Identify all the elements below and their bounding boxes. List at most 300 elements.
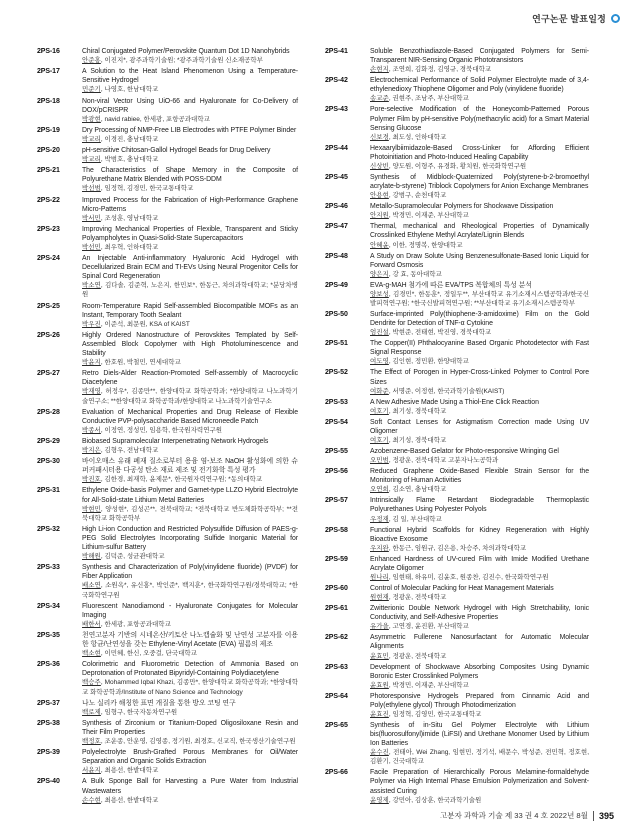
coauthors-affiliations: , 김인현, 정민환, 한양대학교 (388, 358, 469, 366)
presenting-author: 박우진 (82, 320, 101, 328)
entry-authors (82, 649, 298, 658)
program-entry (325, 339, 589, 366)
entry-code: 2PS-28 (37, 408, 60, 416)
entry-title: Control of Molecular Packing for Heat Management Materials (370, 584, 554, 592)
presenting-author: 윤수진 (370, 749, 389, 757)
entry-title: Dry Processing of NMP-Free LIB Electrodes with PTFE Polymer Binder (82, 126, 297, 134)
entry-code: 2PS-20 (37, 147, 60, 154)
coauthors-affiliations: , 한호원, 박철민, 연세대학교 (100, 359, 181, 367)
program-entry (37, 254, 298, 299)
entry-code: 2PS-56 (325, 468, 348, 476)
coauthors-affiliations: , 강 효, 동아대학교 (388, 270, 442, 278)
entry-body (370, 721, 589, 766)
entry-body (82, 408, 298, 435)
coauthors-affiliations: , 허정우*, 김종만**, 한양대학교 화학공학과; *한양대학교 나노과학기술연구소; **한양대학교 화학공학과/한양대학교 나노과학기술연구소 (82, 388, 298, 405)
entry-body (82, 331, 298, 367)
entry-code: 2PS-24 (37, 255, 60, 263)
entry-body (82, 563, 298, 599)
entry-body (82, 631, 298, 658)
entry-body (370, 633, 589, 660)
entry-authors (82, 678, 298, 696)
program-entry (37, 97, 298, 124)
presenting-author: 안혜윤 (370, 241, 389, 249)
entry-title: Ethylene Oxide-basis Polymer and Garnet-type LLZO Hybrid Electrolyte for All-Solid-state Lithium Metal Batteries (82, 487, 298, 504)
entry-title: Synthesis and Characterization of Poly(vinylidene fluoride) (PVDF) for Fiber Application (82, 564, 298, 581)
coauthors-affiliations: , 이정연, 정성민, 임용학, 한국원자력연구원 (100, 426, 223, 434)
entry-body (82, 699, 298, 717)
entry-body (370, 447, 589, 465)
coauthors-affiliations: , 김한경, 최재학, 윤제문*, 한국원자력연구원; *동의대학교 (100, 476, 263, 484)
presenting-author: 박지은 (82, 447, 101, 455)
entry-code: 2PS-66 (325, 769, 348, 777)
coauthors-affiliations: , 박경민, 이재준, 부산대학교 (388, 212, 469, 220)
entry-body (370, 339, 589, 366)
entry-body (370, 310, 589, 337)
program-entry (325, 144, 589, 171)
entry-title: High Li-ion Conduction and Restricted Polysulfide Diffusion of PAES-g-PEG Solid Electrolytes Incorporating Sulfide Inorganic Material for Lithium-sulfur Battery (82, 525, 298, 552)
entry-title: Synthesis of in-Situ Gel Polymer Electrolyte with Lithium bis(fluorosulfonyl)imide (LiFSI) and Urethane Monomer Used by Lithium Ion Batteries (370, 721, 589, 748)
entry-body (82, 777, 298, 804)
entry-body (82, 457, 298, 484)
entry-authors (370, 485, 589, 494)
program-entry (37, 146, 298, 164)
entry-authors (370, 270, 589, 279)
entry-body (370, 604, 589, 631)
entry-title: Polyelectrolyte Brush-Grafted Porous Membranes for Oil/Water Separation and Organic Solids Extraction (82, 749, 298, 766)
coauthors-affiliations: , 정광운, 전북대학교 (388, 652, 447, 660)
coauthors-affiliations: , 양성현*, 김성곤**, 전북대학교; *전북대학교 반도체화학공학부; **전북대학교 화학공학부 (82, 505, 298, 522)
entry-title: The Effect of Porogen in Hyper-Cross-Linked Polymer to Control Pore Sizes (370, 369, 589, 386)
entry-body (370, 496, 589, 523)
entry-body (370, 663, 589, 690)
program-entry (325, 721, 589, 766)
entry-title: Asymmetric Fullerene Nanosurfactant for Automatic Molecular Alignments (370, 634, 589, 651)
entry-authors (82, 56, 298, 65)
entry-authors (370, 593, 589, 602)
program-entry (325, 418, 589, 445)
coauthors-affiliations: , 김다솔, 김준혁, 노은지, 한민보*, 한동근, 차의과학대학교; *분당차병원 (82, 282, 298, 299)
program-entry (37, 457, 298, 484)
program-entry (325, 202, 589, 220)
entry-authors (370, 328, 589, 337)
coauthors-affiliations: , 임현태, 하유미, 김윤호, 원종찬, 김진수, 한국화학연구원 (388, 573, 549, 581)
entry-title: Evaluation of Mechanical Properties and Drug Release of Flexible Conductive PVP-polysaccharide Based Microneedle Patch (82, 408, 298, 425)
entry-code: 2PS-37 (37, 699, 60, 707)
coauthors-affiliations: , 소원옥*, 유신홍*, 박인준*, 백지훈*, 한국화학연구원/경북대학교; *한국화학연구원 (82, 582, 298, 599)
program-entry (37, 719, 298, 746)
program-entry (37, 777, 298, 804)
presenting-author: 백로제 (82, 708, 101, 716)
entry-body (370, 467, 589, 494)
entry-body (82, 126, 298, 144)
entry-authors (370, 191, 589, 200)
entry-code: 2PS-33 (37, 564, 60, 572)
program-entry (325, 604, 589, 631)
presenting-author: 신상빈 (370, 162, 389, 170)
presenting-author: 여도영 (370, 358, 389, 366)
entry-code: 2PS-65 (325, 721, 348, 729)
presenting-author: 여호기 (370, 436, 389, 444)
entry-title: A Solution to the Heat Island Phenomenon Using a Temperature-Sensitive Hydrogel (82, 68, 298, 85)
entry-code: 2PS-25 (37, 302, 60, 310)
entry-body (370, 222, 589, 249)
coauthors-affiliations: , 조성훈, 영남대학교 (100, 214, 159, 222)
coauthors-affiliations: , 최도성, 인하대학교 (388, 133, 447, 141)
program-entry (325, 526, 589, 553)
entry-title: Functional Hybrid Scaffolds for Kidney Regeneration with Highly Bioactive Exosome (370, 526, 589, 543)
program-entry (37, 67, 298, 94)
presenting-author: 윤영제 (370, 796, 389, 804)
coauthors-affiliations: , Mohammed Iqbal Khazi, 김종만*, 한양대학교 화학공학과; *한양대학교 화학공학과/Institute of Nano Science and Technology (82, 679, 298, 696)
entry-title: Facile Preparation of Hierarchically Porous Melamine-formaldehyde Polymer via High Internal Phase Emulsion Polymerization and Solvent-assisted Curing (370, 769, 589, 795)
entry-code: 2PS-48 (325, 252, 348, 260)
entry-body (82, 525, 298, 561)
coauthors-affiliations: , 양도원, 이형주, 유경화, 황치원, 한국화학연구원 (388, 162, 527, 170)
entry-authors (82, 85, 298, 94)
presenting-author: 여화준 (370, 387, 389, 395)
program-entry (325, 252, 589, 279)
entry-authors (82, 446, 298, 455)
program-entry (325, 47, 589, 74)
entry-body (82, 748, 298, 775)
program-entry (37, 660, 298, 696)
entry-code: 2PS-38 (37, 719, 60, 727)
entry-title: Synthesis of Midblock-Quaternized Poly(styrene-b-2-bromoethyl acrylate-b-styrene) Triblock Copolymers for Anion Exchange Membranes (370, 173, 589, 191)
presenting-author: 원현재 (370, 594, 389, 602)
entry-authors (370, 290, 589, 308)
entry-body (82, 47, 298, 65)
entry-code: 2PS-63 (325, 663, 348, 671)
coauthors-affiliations: , 박현준, 전태현, 박진영, 경북대학교 (388, 329, 492, 337)
entry-body (370, 76, 589, 103)
entry-body (82, 486, 298, 522)
journal-citation: 고분자 과학과 기술 제 33 권 4 호 2022년 8월 (439, 811, 588, 820)
program-entry (325, 281, 589, 308)
entry-title: A Bulk Sponge Ball for Harvesting a Pure Water from Industrial Wastewaters (82, 778, 298, 795)
entry-authors (370, 622, 589, 631)
program-entry (37, 369, 298, 405)
entry-authors (82, 620, 298, 629)
program-entry (325, 76, 589, 103)
entry-code: 2PS-23 (37, 225, 60, 233)
coauthors-affiliations: , 김경민*, 한동훈*, 정일두**, 부산대학교 유기소재시스템공학과/한국신발피혁연구원; *한국신발피혁연구원; **부산대학교 유기소재시스템공학부 (370, 290, 589, 307)
entry-title: Hexaarylbiimidazole-Based Cross-Linker for Affording Efficient Photoinitiation and Photo-Induced Healing Capability (370, 144, 589, 161)
entry-code: 2PS-40 (37, 778, 60, 786)
entry-body (82, 146, 298, 164)
entry-code: 2PS-50 (325, 310, 348, 318)
entry-code: 2PS-57 (325, 497, 348, 505)
coauthors-affiliations: , 이준석, 최문원, KSA of KAIST (100, 320, 190, 328)
entry-title: Pore-selective Modification of the Honeycomb-Patterned Porous Polymer Film by pH-sensitive Poly(methacrylic acid) for a Smart Material Sensing Glucose (370, 106, 589, 132)
presenting-author: 백승주 (82, 679, 101, 687)
program-entry (37, 748, 298, 775)
program-entry (37, 525, 298, 561)
entry-body (82, 369, 298, 405)
entry-body (82, 225, 298, 252)
program-entry (37, 126, 298, 144)
entry-code: 2PS-44 (325, 144, 348, 152)
presenting-author: 배한서 (82, 620, 101, 628)
entry-authors (370, 652, 589, 661)
coauthors-affiliations: , 이한, 정명복, 한양대학교 (388, 241, 463, 249)
presenting-author: 서윤지 (82, 767, 101, 775)
entry-code: 2PS-55 (325, 447, 348, 455)
presenting-author: 배소연 (82, 582, 101, 590)
entry-authors (82, 115, 298, 124)
coauthors-affiliations: , 한세광, 포항공과대학교 (100, 620, 171, 628)
entry-authors (370, 681, 589, 690)
program-entry (37, 486, 298, 522)
coauthors-affiliations: , 김소연, 충남대학교 (388, 486, 447, 494)
entry-code: 2PS-47 (325, 223, 348, 231)
presenting-author: 여호기 (370, 407, 389, 415)
entry-code: 2PS-19 (37, 126, 60, 134)
entry-authors (82, 155, 298, 164)
program-entry (325, 222, 589, 249)
entry-code: 2PS-26 (37, 331, 60, 339)
entry-body (370, 768, 589, 804)
entry-title: Zwitterionic Double Network Hydrogel with High Stretchability, Ionic Conductivity, and Self-Adhesive Properties (370, 605, 589, 622)
right-column (325, 47, 589, 805)
entry-title: An Injectable Anti-inflammatory Hyaluronic Acid Hydrogel with Decellularized Brain ECM and TI-EVs Using Neural Progenitor Cells for Spinal Cord Regeneration (82, 255, 298, 281)
coauthors-affiliations: , 김 일, 부산대학교 (388, 515, 442, 523)
entry-body (370, 398, 589, 416)
entry-title: Improving Mechanical Properties of Flexible, Transparent and Sticky Polyampholytes in Quasi-Solid-State Supercapacitors (82, 225, 298, 242)
presenting-author: 박교리 (82, 135, 101, 143)
program-entry (37, 302, 298, 329)
page-header (532, 12, 620, 25)
entry-authors (82, 796, 298, 805)
entry-code: 2PS-30 (37, 458, 60, 466)
program-entry (325, 555, 589, 582)
entry-code: 2PS-27 (37, 370, 60, 378)
entry-authors (82, 581, 298, 599)
presenting-author: 박서민 (82, 214, 101, 222)
entry-authors (82, 281, 298, 299)
entry-body (82, 166, 298, 193)
entry-body (82, 254, 298, 299)
entry-title: Intrinsically Flame Retardant Biodegradable Thermoplastic Polyurethanes Using Polyester Polyols (370, 497, 589, 514)
program-entry (325, 105, 589, 141)
entry-code: 2PS-31 (37, 487, 60, 495)
entry-body (82, 719, 298, 746)
presenting-author: 송교준 (370, 95, 389, 103)
coauthors-affiliations: , 이경진, 충남대학교 (100, 135, 159, 143)
coauthors-affiliations: , 최용선, 한밭대학교 (100, 767, 159, 775)
coauthors-affiliations: , 권현주, 조남주, 부산대학교 (388, 95, 469, 103)
entry-title: EVA-g-MAH 첨가에 따른 EVA/TPS 복합체의 특성 분석 (370, 281, 532, 289)
entry-code: 2PS-18 (37, 97, 60, 105)
presenting-author: 민준기 (82, 86, 101, 94)
program-entry (37, 631, 298, 658)
entry-title: Synthesis of Zirconium or Titanium-Doped Oligosiloxane Resin and Their Film Properties (82, 719, 298, 736)
entry-authors (82, 708, 298, 717)
entry-code: 2PS-32 (37, 525, 60, 533)
presenting-author: 우지완 (370, 544, 389, 552)
entry-body (370, 555, 589, 582)
program-entry (325, 368, 589, 395)
entry-authors (82, 426, 298, 435)
entry-code: 2PS-42 (325, 77, 348, 85)
entry-code: 2PS-29 (37, 437, 60, 445)
page-number: 395 (598, 810, 614, 821)
entry-body (370, 418, 589, 445)
entry-authors (370, 748, 589, 766)
entry-body (82, 97, 298, 124)
entry-authors (370, 515, 589, 524)
program-entry (325, 692, 589, 719)
entry-title: Colorimetric and Fluorometric Detection of Ammonia Based on Deprotonation of Protonated Bipyridyl-Containing Polydiacetylene (82, 661, 298, 678)
entry-body (370, 281, 589, 308)
circle-bullet-icon (611, 14, 620, 23)
coauthors-affiliations: , 서명준, 이정현, 한국과학기술원(KAIST) (388, 387, 505, 395)
presenting-author: 유가을 (370, 623, 389, 631)
entry-authors (370, 387, 589, 396)
entry-title: Enhanced Hardness of UV-cured Film with Imide Modified Urethane Acrylate Oligomer (370, 555, 589, 572)
program-entry (325, 173, 589, 200)
coauthors-affiliations: , 고연경, 윤진환, 부산대학교 (388, 623, 469, 631)
entry-authors (82, 358, 298, 367)
presenting-author: 박진호 (82, 476, 101, 484)
program-entry (325, 584, 589, 602)
entry-title: Improved Process for the Fabrication of High-Performance Graphene Micro-Patterns (82, 196, 298, 213)
entry-title: Biobased Supramolecular Interpenetrating Network Hydrogels (82, 437, 269, 445)
program-entry (325, 310, 589, 337)
presenting-author: 우정재 (370, 515, 389, 523)
presenting-author: 안용현 (370, 192, 389, 200)
coauthors-affiliations: , 조운종, 안운영, 김영종, 정기원, 최경호, 신교직, 한국생산기술연구원 (100, 738, 296, 745)
entry-code: 2PS-51 (325, 340, 348, 348)
presenting-author: 박선민 (82, 243, 101, 251)
entry-body (370, 368, 589, 395)
entry-body (370, 173, 589, 200)
coauthors-affiliations: , 한동근, 임원규, 김은용, 차승주, 차의과학대학교 (388, 544, 527, 552)
program-entry (37, 47, 298, 65)
entry-authors (370, 241, 589, 250)
coauthors-affiliations: , 임정혁, 김경민, 한국교통대학교 (100, 185, 194, 193)
entry-code: 2PS-49 (325, 281, 348, 289)
entry-title: Thermal, mechanical and Rheological Properties of Dynamically Crosslinked Ethylene Methyl Acrylate/Lignin Blends (370, 223, 589, 240)
entry-title: The Characteristics of Shape Memory in the Composite of Polyurethane Matrix Blended with POSS-DDM (82, 167, 298, 184)
presenting-author: 박종서 (82, 426, 101, 434)
entry-title: A New Adhesive Made Using a Thiol-Ene Click Reaction (370, 398, 539, 406)
entry-title: Non-viral Vector Using UiO-66 and Hyaluronate for Co-Delivery of DOX/pCRISPR (82, 97, 298, 114)
presenting-author: 엄진설 (370, 329, 389, 337)
coauthors-affiliations: , 최기성, 경북대학교 (388, 436, 447, 444)
presenting-author: 손수현 (82, 796, 101, 804)
entry-authors (82, 737, 298, 746)
entry-authors (82, 184, 298, 193)
presenting-author: 백정호 (82, 738, 101, 745)
program-entry (37, 196, 298, 223)
entry-code: 2PS-53 (325, 398, 348, 406)
program-entry (37, 166, 298, 193)
entry-code: 2PS-45 (325, 173, 348, 181)
coauthors-affiliations: , 김덕준, 성균관대학교 (100, 553, 165, 561)
program-entry (325, 398, 589, 416)
entry-body (370, 105, 589, 141)
presenting-author: 원나리 (370, 573, 389, 581)
coauthors-affiliations: , 임형구, 한국자동차연구원 (100, 708, 178, 716)
entry-authors (370, 65, 589, 74)
coauthors-affiliations: , 박경민, 이재준, 부산대학교 (388, 681, 469, 689)
entry-authors (370, 133, 589, 142)
entry-body (370, 692, 589, 719)
entry-title: The Copper(II) Phthalocyanine Based Organic Photodetector with Fast Signal Response (370, 340, 589, 357)
presenting-author: 박현민 (82, 505, 101, 513)
coauthors-affiliations: , 박범호, 충남대학교 (100, 156, 159, 164)
presenting-author: 박해원 (82, 553, 101, 561)
entry-authors (82, 387, 298, 405)
coauthors-affiliations: , 임정혁, 김영민, 한국교통대학교 (388, 710, 482, 718)
coauthors-affiliations: , 강민아, 김상훈, 한국과학기술원 (388, 796, 482, 804)
entry-title: pH-sensitive Chitosan-Gallol Hydrogel Beads for Drug Delivery (82, 147, 271, 154)
presenting-author: 박광현 (82, 115, 101, 123)
program-entry (37, 437, 298, 455)
presenting-author: 신보경 (370, 133, 389, 141)
entry-code: 2PS-17 (37, 68, 60, 76)
entry-body (370, 526, 589, 553)
entry-title: Development of Shockwave Absorbing Composites Using Dynamic Boronic Ester Crosslinked Polymers (370, 663, 589, 680)
coauthors-affiliations: , 이진지*, 광주과학기술원; *광주과학기술원 신소재공학부 (100, 57, 263, 65)
coauthors-affiliations: , 최용선, 한밭대학교 (100, 796, 159, 804)
entry-body (370, 252, 589, 279)
entry-body (370, 144, 589, 171)
entry-body (370, 47, 589, 74)
presenting-author: 오민범 (370, 457, 389, 465)
entry-title: Soluble Benzothiadiazole-Based Conjugated Polymers for Semi-Transparent NIR-Sensing Organic Phototransistors (370, 48, 589, 65)
entry-code: 2PS-64 (325, 692, 348, 700)
presenting-author: 박소연 (82, 282, 101, 290)
entry-code: 2PS-34 (37, 602, 60, 610)
entry-title: Surface-imprinted Poly(thiophene-3-amidoxime) Film on the Gold Dendrite for Detection of TNF-α Cytokine (370, 310, 589, 328)
entry-title: Retro Diels-Alder Reaction-Promoted Self-assembly of Macrocyclic Diacetylene (82, 370, 298, 387)
coauthors-affiliations: , 이민혜, 한신, 오중걸, 단국대학교 (100, 650, 197, 658)
entry-title: A Study on Draw Solute Using Benzenesulfonate-Based Ionic Liquid for Forward Osmosis (370, 252, 589, 269)
entry-body (82, 302, 298, 329)
entry-code: 2PS-62 (325, 634, 348, 642)
presenting-author: 박윤지 (82, 359, 101, 367)
presenting-author: 백소현 (82, 650, 101, 658)
presenting-author: 양보성 (370, 290, 389, 298)
entry-authors (370, 357, 589, 366)
coauthors-affiliations: , 정광운, 전북대학교 (388, 594, 447, 602)
entry-title: Fluorescent Nanodiamond - Hyaluronate Conjugates for Molecular Imaging (82, 602, 298, 619)
entry-code: 2PS-39 (37, 749, 60, 757)
entry-authors (370, 456, 589, 465)
coauthors-affiliations: , navid rabiee, 한세광, 포항공과대학교 (100, 115, 210, 123)
coauthors-affiliations: , 강범구, 순천대학교 (388, 192, 447, 200)
coauthors-affiliations: , 조연희, 김화정, 김영규, 경북대학교 (388, 66, 492, 74)
entry-code: 2PS-16 (37, 48, 60, 55)
program-entry (37, 331, 298, 367)
entry-title: Soft Contact Lenses for Astigmatism Correction made Using UV Oligomer (370, 418, 589, 435)
program-entry (325, 467, 589, 494)
entry-body (370, 202, 589, 220)
entry-authors (82, 214, 298, 223)
program-entry (325, 633, 589, 660)
section-title: 연구논문 발표일정 (532, 14, 606, 24)
entry-code: 2PS-22 (37, 196, 60, 204)
presenting-author: 윤효진 (370, 710, 389, 718)
entry-authors (82, 475, 298, 484)
entry-authors (370, 407, 589, 416)
entry-title: 천연고분자 기반의 시네온산/키토산 나노캡슐화 및 난연성 고분자를 이용한 항균/난연성을 갖는 Ethylene-Vinyl Acetate (EVA) 필름의 제조 (82, 631, 298, 649)
entry-title: Photoresponsive Hydrogels Prepared from Cinnamic Acid and Poly(ethylene glycol) Through Photodimerization (370, 692, 589, 709)
entry-authors (82, 505, 298, 523)
entry-code: 2PS-60 (325, 584, 348, 592)
entry-authors (82, 243, 298, 252)
